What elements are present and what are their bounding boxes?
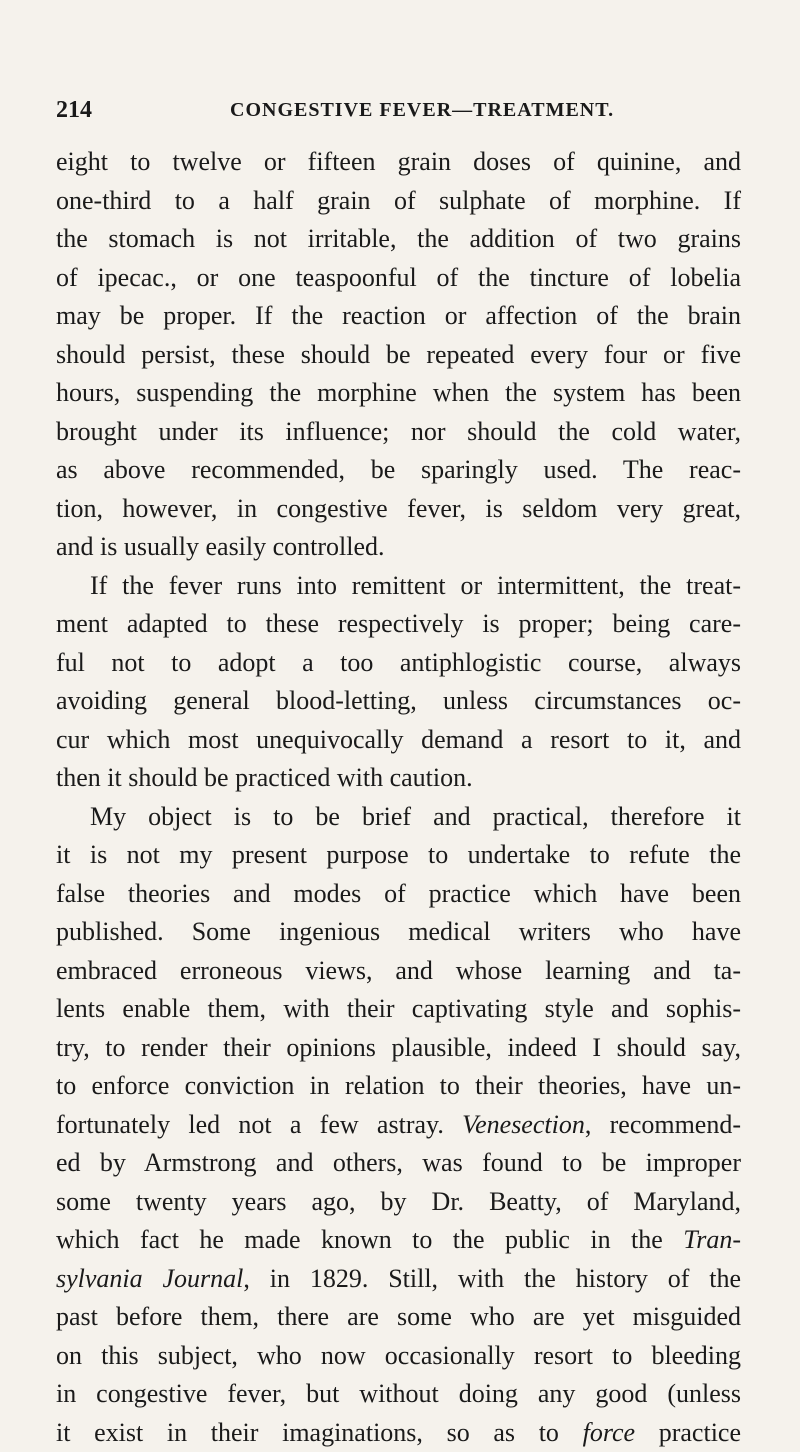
text-line: should persist, these should be repeated every four or five bbox=[56, 336, 741, 375]
text-line: ment adapted to these respectively is proper; being care- bbox=[56, 605, 741, 644]
italic-term: force bbox=[583, 1418, 635, 1447]
text-line bbox=[56, 1106, 741, 1145]
text-line: published. Some ingenious medical writers who have bbox=[56, 913, 741, 952]
text-line: hours, suspending the morphine when the system has been bbox=[56, 374, 741, 413]
paragraph-start-line: My object is to be brief and practical, therefore it bbox=[56, 798, 741, 837]
text-segment: fortunately led not a few astray. bbox=[56, 1110, 462, 1139]
running-title: CONGESTIVE FEVER—TREATMENT. bbox=[230, 92, 614, 128]
text-line: in congestive fever, but without doing any good (unless bbox=[56, 1375, 741, 1414]
text-segment: , in 1829. Still, with the history of the bbox=[243, 1264, 741, 1293]
text-line: on this subject, who now occasionally resort to bleeding bbox=[56, 1337, 741, 1376]
page-header bbox=[56, 92, 746, 128]
body-text bbox=[56, 143, 741, 1452]
text-line: false theories and modes of practice which have been bbox=[56, 875, 741, 914]
text-line bbox=[56, 1414, 741, 1452]
italic-term: sylvania Journal bbox=[56, 1264, 243, 1293]
text-line: embraced erroneous views, and whose learning and ta- bbox=[56, 952, 741, 991]
text-line: ed by Armstrong and others, was found to be improper bbox=[56, 1144, 741, 1183]
text-line bbox=[56, 1221, 741, 1260]
text-line: cur which most unequivocally demand a resort to it, and bbox=[56, 721, 741, 760]
text-line: and is usually easily controlled. bbox=[56, 528, 741, 567]
text-segment: , recommend- bbox=[585, 1110, 741, 1139]
text-line bbox=[56, 1260, 741, 1299]
text-line: as above recommended, be sparingly used. The reac- bbox=[56, 451, 741, 490]
text-line: past before them, there are some who are yet misguided bbox=[56, 1298, 741, 1337]
paragraph-start-line: If the fever runs into remittent or intermittent, the treat- bbox=[56, 567, 741, 606]
text-line: the stomach is not irritable, the addition of two grains bbox=[56, 220, 741, 259]
text-segment: which fact he made known to the public in the bbox=[56, 1225, 683, 1254]
text-line: tion, however, in congestive fever, is seldom very great, bbox=[56, 490, 741, 529]
text-line: to enforce conviction in relation to their theories, have un- bbox=[56, 1067, 741, 1106]
text-line: it is not my present purpose to undertake to refute the bbox=[56, 836, 741, 875]
text-line: one-third to a half grain of sulphate of morphine. If bbox=[56, 182, 741, 221]
text-line: may be proper. If the reaction or affection of the brain bbox=[56, 297, 741, 336]
italic-term: Tran- bbox=[683, 1225, 741, 1254]
italic-term: Venesection bbox=[462, 1110, 585, 1139]
text-line: brought under its influence; nor should the cold water, bbox=[56, 413, 741, 452]
text-line: ful not to adopt a too antiphlogistic course, always bbox=[56, 644, 741, 683]
text-line: of ipecac., or one teaspoonful of the tincture of lobelia bbox=[56, 259, 741, 298]
text-segment: it exist in their imaginations, so as to bbox=[56, 1418, 583, 1447]
text-line: eight to twelve or fifteen grain doses of quinine, and bbox=[56, 143, 741, 182]
text-line: avoiding general blood-letting, unless circumstances oc- bbox=[56, 682, 741, 721]
text-line: try, to render their opinions plausible, indeed I should say, bbox=[56, 1029, 741, 1068]
text-segment: practice bbox=[635, 1418, 741, 1447]
text-line: lents enable them, with their captivating style and sophis- bbox=[56, 990, 741, 1029]
page-number: 214 bbox=[56, 92, 92, 128]
text-line: then it should be practiced with caution. bbox=[56, 759, 741, 798]
text-line: some twenty years ago, by Dr. Beatty, of Maryland, bbox=[56, 1183, 741, 1222]
